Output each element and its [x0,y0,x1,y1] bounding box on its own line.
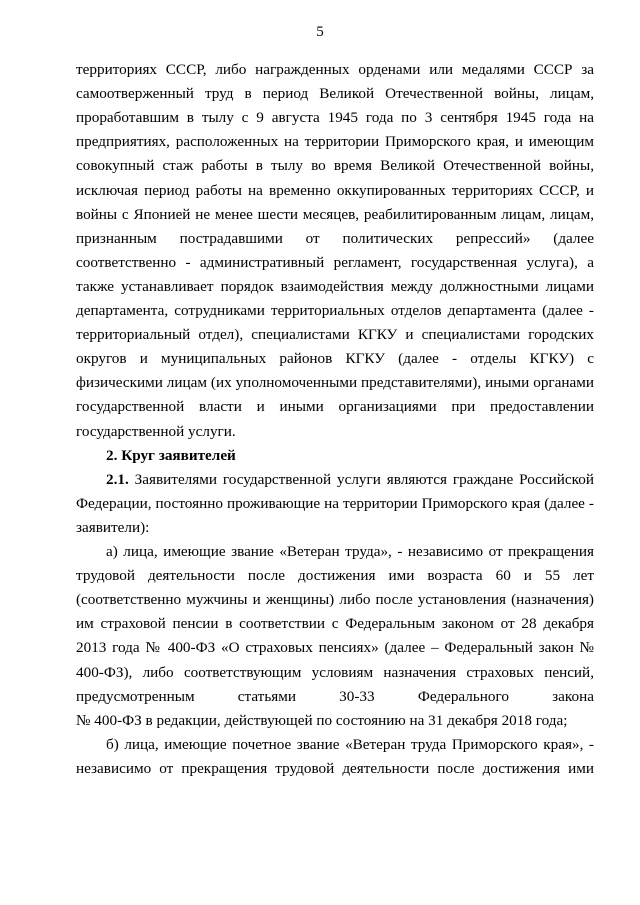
text-line: 2. Круг заявителей [106,446,236,464]
text-line: б) лица, имеющие почетное звание «Ветеран труда Приморского края», - [106,735,594,753]
section-number: 2.1. [106,470,129,488]
text-line: территориальный отдел), специалистами КГКУ и специалистами городских [76,326,594,344]
text-line: № 400-ФЗ в редакции, действующей по состоянию на 31 декабря 2018 года; [76,711,568,729]
text-line: исключая период работы на временно оккупированных территориях СССР, и [76,181,594,199]
text-line: 400-ФЗ), либо соответствующим условиям назначения страховых пенсий, [76,663,594,681]
text-line: соответственно - административный регламент, государственная услуга), а [76,253,594,271]
text-line: признанным пострадавшими от политических репрессий» (далее [76,229,594,247]
text-line: войны с Японией не менее шести месяцев, реабилитированным лицам, лицам, [76,205,594,223]
text-line: независимо от прекращения трудовой деятельности после достижения ими [76,759,594,777]
text-line: предусмотренным статьями 30-33 Федерального закона [76,687,594,705]
text-line: самоотверженный труд в период Великой Отечественной войны, лицам, [76,85,594,103]
text-line: совокупный стаж работы в тылу во время Великой Отечественной войны, [76,157,594,175]
text-line-content: Заявителями государственной услуги являются граждане Российской [128,470,594,488]
page-number: 5 [316,24,324,40]
text-line: проработавшим в тылу с 9 августа 1945 года по 3 сентября 1945 года на [76,109,594,127]
text-line: округов и муниципальных районов КГКУ (далее - отделы КГКУ) с [76,350,594,368]
text-line [106,470,594,490]
text-line: территориях СССР, либо награжденных орденами или медалями СССР за [76,61,594,78]
text-line: департамента, сотрудниками территориальных отделов департамента (далее - [76,302,594,319]
text-line: им страховой пенсии в соответствии с Федеральным законом от 28 декабря [76,615,594,633]
text-line: 2013 года № 400-ФЗ «О страховых пенсиях» (далее – Федеральный закон № [76,639,594,657]
text-line: государственной власти и иными организациями при предоставлении [76,398,594,416]
text-line: государственной услуги. [76,422,236,440]
text-line: (соответственно мужчины и женщины) либо после установления (назначения) [76,591,594,609]
text-line: предприятиях, расположенных на территории Приморского края, и имеющим [76,133,594,151]
text-line: заявители): [76,518,150,536]
text-line: трудовой деятельности после достижения ими возраста 60 и 55 лет [76,567,594,585]
text-line: физическими лицам (их уполномоченными представителями), иными органами [76,374,594,392]
text-line: Федерации, постоянно проживающие на территории Приморского края (далее - [76,494,594,512]
text-line: также устанавливает порядок взаимодействия между должностными лицами [76,277,594,295]
text-line: а) лица, имеющие звание «Ветеран труда», - независимо от прекращения [106,543,594,560]
